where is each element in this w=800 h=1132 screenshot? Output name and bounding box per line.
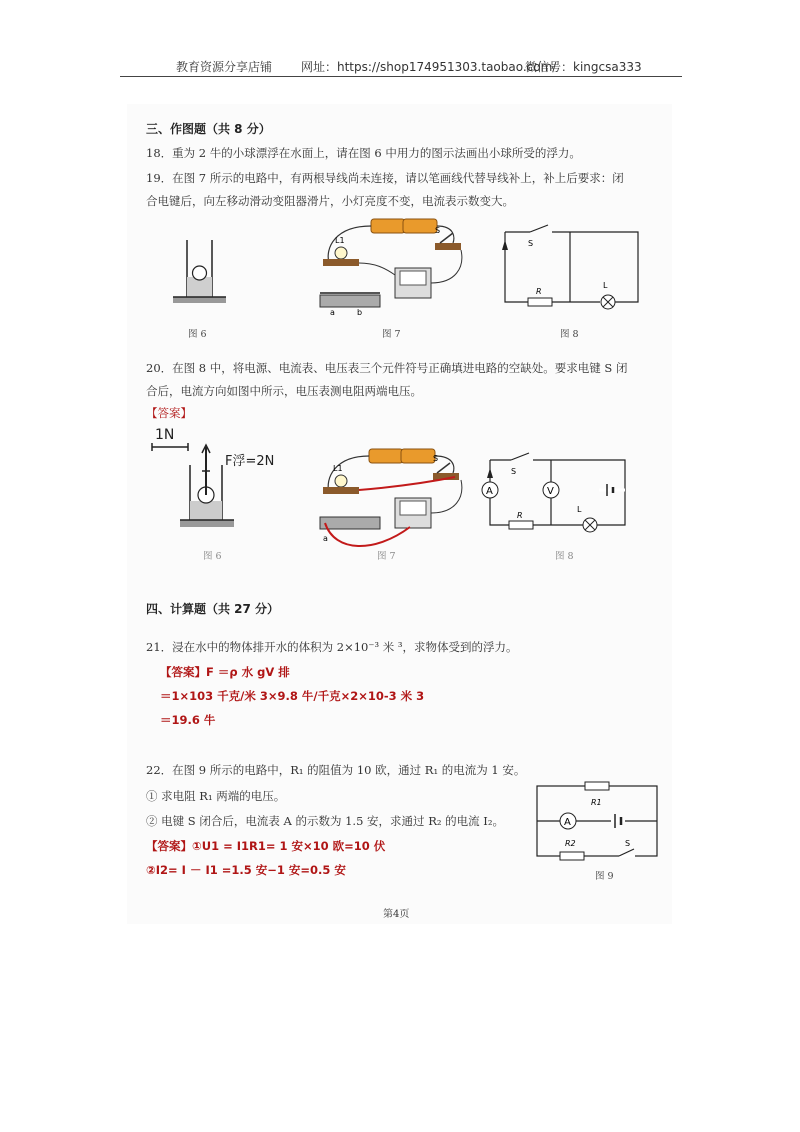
fig7-caption: 图 7 (382, 329, 401, 340)
svg-text:L: L (603, 281, 608, 290)
svg-text:L1: L1 (335, 236, 345, 245)
q20-text-1: 20．在图 8 中，将电源、电流表、电压表三个元件符号正确填进电路的空缺处。要求电键 S 闭 (146, 361, 628, 375)
fig8-caption: 图 8 (560, 329, 579, 340)
figure8-circuit (500, 222, 640, 312)
svg-text:b: b (357, 308, 363, 317)
q21-text: 21．浸在水中的物体排开水的体积为 2×10⁻³ 米 ³，求物体受到的浮力。 (146, 640, 518, 654)
page-number: 第4页 (383, 909, 410, 920)
svg-text:F浮=2N: F浮=2N (225, 454, 275, 469)
svg-text:R2: R2 (565, 839, 576, 848)
ans-fig8-caption: 图 8 (555, 551, 574, 562)
fig6-caption: 图 6 (188, 329, 207, 340)
header-shop: 教育资源分享店铺 (176, 60, 273, 74)
q19-text-2: 合电键后，向左移动滑动变阻器滑片，小灯亮度不变，电流表示数变大。 (146, 194, 514, 208)
svg-text:S: S (435, 226, 441, 235)
figure9-circuit (535, 783, 660, 858)
q22-part1: ① 求电阻 R₁ 两端的电压。 (146, 789, 286, 803)
svg-text:R: R (536, 287, 542, 296)
fig9-caption: 图 9 (595, 871, 614, 882)
q22-answer-1: 【答案】①U1 = I1R1= 1 安×10 欧=10 伏 (146, 839, 386, 853)
svg-text:L: L (577, 505, 582, 514)
q21-answer-3: ＝19.6 牛 (160, 713, 216, 727)
q19-text-1: 19．在图 7 所示的电路中，有两根导线尚未连接，请以笔画线代替导线补上，补上后要求：闭 (146, 171, 624, 185)
q20-text-2: 合后，电流方向如图中所示，电压表测电阻两端电压。 (146, 384, 422, 398)
svg-text:a: a (323, 534, 328, 543)
q21-answer-2: ＝1×103 千克/米 3×9.8 牛/千克×2×10-3 米 3 (160, 689, 425, 703)
svg-text:S: S (433, 454, 439, 463)
header-wechat: 微信号：kingcsa333 (525, 60, 642, 74)
svg-text:a: a (330, 308, 335, 317)
q18-text: 18．重为 2 牛的小球漂浮在水面上，请在图 6 中用力的图示法画出小球所受的浮力。 (146, 146, 581, 160)
ans-fig7-caption: 图 7 (377, 551, 396, 562)
section4-title: 四、计算题（共 27 分） (146, 602, 280, 616)
q22-part2: ② 电键 S 闭合后，电流表 A 的示数为 1.5 安，求通过 R₂ 的电流 I₂。 (146, 814, 504, 828)
header-url[interactable]: 网址：https://shop174951303.taobao.com/ (301, 60, 557, 74)
svg-text:V: V (547, 486, 554, 497)
section3-title: 三、作图题（共 8 分） (146, 122, 271, 136)
svg-text:A: A (486, 486, 493, 497)
answer-tag-q18-20: 【答案】 (146, 406, 192, 420)
ans-fig6-caption: 图 6 (203, 551, 222, 562)
svg-text:A: A (564, 817, 571, 828)
answer-figure6 (150, 425, 300, 545)
answer-figure8 (485, 450, 635, 540)
svg-text:S: S (528, 239, 534, 248)
svg-text:S: S (511, 467, 517, 476)
svg-text:R1: R1 (591, 798, 602, 807)
figure6-beaker (165, 235, 235, 310)
svg-text:R: R (517, 511, 523, 520)
svg-text:1N: 1N (155, 427, 175, 443)
figure7-apparatus (315, 213, 470, 317)
svg-text:L1: L1 (333, 464, 343, 473)
header-divider (120, 76, 682, 77)
q21-answer-1: 【答案】F ＝ρ 水 gV 排 (160, 665, 290, 679)
q22-answer-2: ②I2= I － I1 =1.5 安−1 安=0.5 安 (146, 863, 346, 877)
q22-text: 22．在图 9 所示的电路中，R₁ 的阻值为 10 欧，通过 R₁ 的电流为 1 安。 (146, 763, 526, 777)
svg-text:S: S (625, 839, 631, 848)
answer-figure7 (315, 443, 475, 548)
